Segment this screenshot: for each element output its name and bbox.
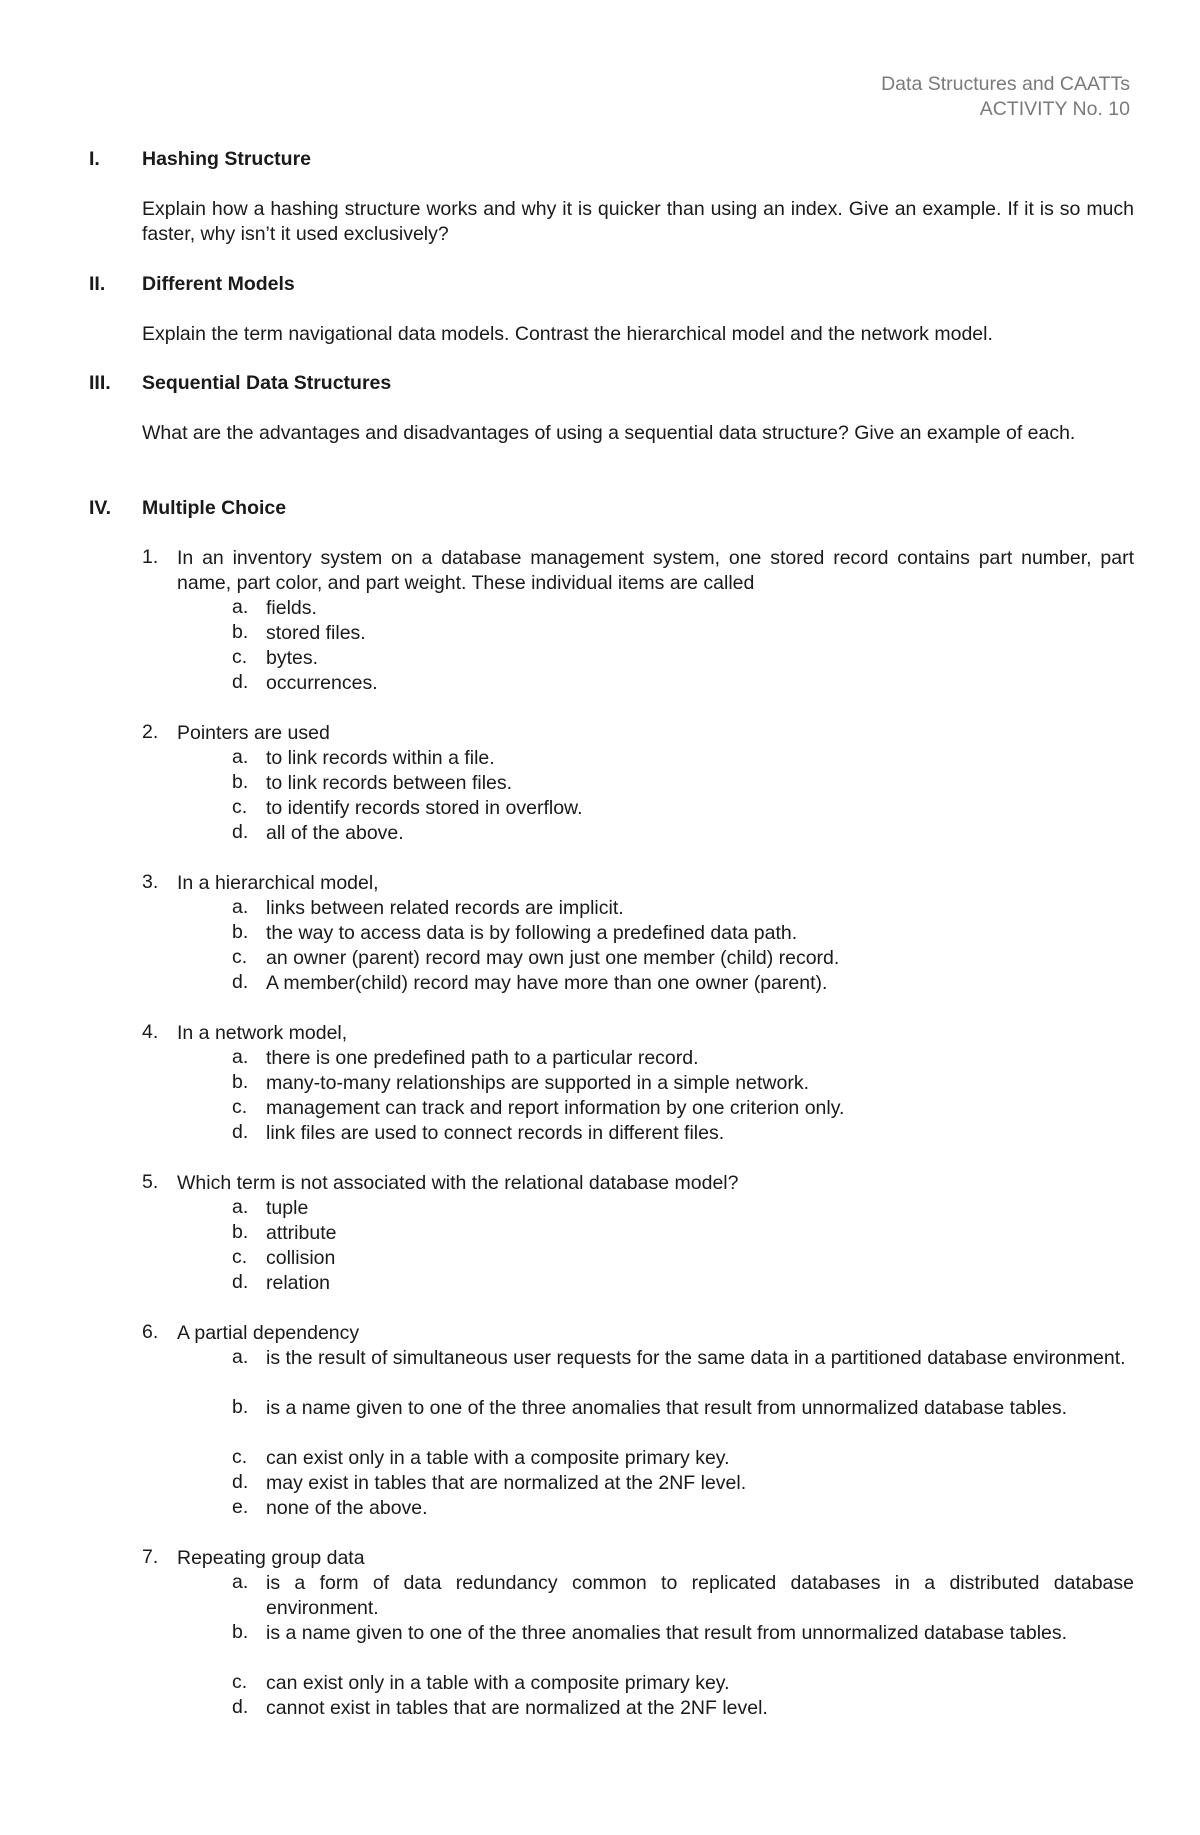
option-letter: b. bbox=[232, 921, 249, 943]
section-number: I. bbox=[89, 148, 100, 170]
question-stem: In an inventory system on a database management system, one stored record contains part number, part name, part color, and part weight. These individual items are called bbox=[177, 547, 1134, 594]
option-letter: b. bbox=[232, 771, 249, 793]
section-number: IV. bbox=[89, 497, 112, 519]
option-letter: d. bbox=[232, 821, 249, 843]
option-text: is the result of simultaneous user requests for the same data in a partitioned database environment. bbox=[266, 1347, 1126, 1369]
option-text: bytes. bbox=[266, 647, 319, 669]
option-letter: c. bbox=[232, 946, 248, 968]
section-number: III. bbox=[89, 372, 111, 394]
section-title: Sequential Data Structures bbox=[142, 372, 392, 394]
option-text: an owner (parent) record may own just one member (child) record. bbox=[266, 947, 840, 969]
option-text: link files are used to connect records in different files. bbox=[266, 1122, 725, 1144]
option-text: stored files. bbox=[266, 622, 366, 644]
option-text: to link records within a file. bbox=[266, 747, 495, 769]
option-text: may exist in tables that are normalized at the 2NF level. bbox=[266, 1472, 747, 1494]
option-letter: d. bbox=[232, 1271, 249, 1293]
option-text: to link records between files. bbox=[266, 772, 513, 794]
header-course-title: Data Structures and CAATTs bbox=[881, 73, 1130, 95]
option-letter: d. bbox=[232, 1471, 249, 1493]
section-title: Different Models bbox=[142, 273, 295, 295]
option-letter: c. bbox=[232, 646, 248, 668]
option-letter: d. bbox=[232, 1121, 249, 1143]
option-text: there is one predefined path to a particular record. bbox=[266, 1047, 699, 1069]
option-letter: a. bbox=[232, 1346, 249, 1368]
option-letter: b. bbox=[232, 1621, 249, 1643]
option-letter: d. bbox=[232, 1696, 249, 1718]
header-activity-number: ACTIVITY No. 10 bbox=[979, 98, 1130, 120]
option-text: all of the above. bbox=[266, 822, 404, 844]
question-number: 6. bbox=[142, 1321, 159, 1343]
section-number: II. bbox=[89, 273, 106, 295]
question-number: 3. bbox=[142, 871, 159, 893]
option-text: is a name given to one of the three anomalies that result from unnormalized database tables. bbox=[266, 1622, 1068, 1644]
question-stem: In a network model, bbox=[177, 1022, 348, 1044]
section-title: Hashing Structure bbox=[142, 148, 312, 170]
question-number: 1. bbox=[142, 546, 159, 568]
option-letter: e. bbox=[232, 1496, 249, 1518]
option-text: relation bbox=[266, 1272, 330, 1294]
option-letter: a. bbox=[232, 746, 249, 768]
option-text: occurrences. bbox=[266, 672, 378, 694]
section-prompt: What are the advantages and disadvantages of using a sequential data structure? Give an example of each. bbox=[142, 422, 1076, 444]
question-number: 2. bbox=[142, 721, 159, 743]
option-text: tuple bbox=[266, 1197, 309, 1219]
option-text: cannot exist in tables that are normalized at the 2NF level. bbox=[266, 1697, 768, 1719]
option-text: is a form of data redundancy common to replicated databases in a distributed database environment. bbox=[266, 1572, 1134, 1619]
option-letter: a. bbox=[232, 1571, 249, 1593]
option-letter: a. bbox=[232, 1046, 249, 1068]
option-letter: a. bbox=[232, 596, 249, 618]
question-number: 4. bbox=[142, 1021, 159, 1043]
option-letter: c. bbox=[232, 1671, 248, 1693]
option-text: many-to-many relationships are supported in a simple network. bbox=[266, 1072, 810, 1094]
option-text: collision bbox=[266, 1247, 336, 1269]
option-text: fields. bbox=[266, 597, 317, 619]
option-letter: b. bbox=[232, 1221, 249, 1243]
option-letter: b. bbox=[232, 621, 249, 643]
option-letter: c. bbox=[232, 1446, 248, 1468]
question-number: 5. bbox=[142, 1171, 159, 1193]
question-stem: Which term is not associated with the relational database model? bbox=[177, 1172, 739, 1194]
option-letter: b. bbox=[232, 1396, 249, 1418]
option-text: can exist only in a table with a composite primary key. bbox=[266, 1672, 730, 1694]
option-text: to identify records stored in overflow. bbox=[266, 797, 583, 819]
option-text: links between related records are implicit. bbox=[266, 897, 624, 919]
option-letter: a. bbox=[232, 1196, 249, 1218]
option-text: none of the above. bbox=[266, 1497, 428, 1519]
option-letter: c. bbox=[232, 796, 248, 818]
question-stem: Repeating group data bbox=[177, 1547, 365, 1569]
option-text: is a name given to one of the three anomalies that result from unnormalized database tables. bbox=[266, 1397, 1068, 1419]
question-stem: A partial dependency bbox=[177, 1322, 360, 1344]
section-title: Multiple Choice bbox=[142, 497, 287, 519]
option-letter: d. bbox=[232, 971, 249, 993]
option-text: attribute bbox=[266, 1222, 337, 1244]
option-letter: a. bbox=[232, 896, 249, 918]
section-prompt: Explain how a hashing structure works and why it is quicker than using an index. Give an example. If it is so much faster, why isn’t it used exclusively? bbox=[142, 198, 1134, 245]
question-stem: Pointers are used bbox=[177, 722, 330, 744]
option-text: can exist only in a table with a composite primary key. bbox=[266, 1447, 730, 1469]
page-header bbox=[630, 72, 1130, 122]
option-text: management can track and report information by one criterion only. bbox=[266, 1097, 845, 1119]
option-letter: c. bbox=[232, 1246, 248, 1268]
option-text: the way to access data is by following a predefined data path. bbox=[266, 922, 798, 944]
question-number: 7. bbox=[142, 1546, 159, 1568]
option-letter: c. bbox=[232, 1096, 248, 1118]
question-stem: In a hierarchical model, bbox=[177, 872, 379, 894]
option-text: A member(child) record may have more than one owner (parent). bbox=[266, 972, 828, 994]
option-letter: b. bbox=[232, 1071, 249, 1093]
section-prompt: Explain the term navigational data models. Contrast the hierarchical model and the network model. bbox=[142, 323, 993, 345]
option-letter: d. bbox=[232, 671, 249, 693]
